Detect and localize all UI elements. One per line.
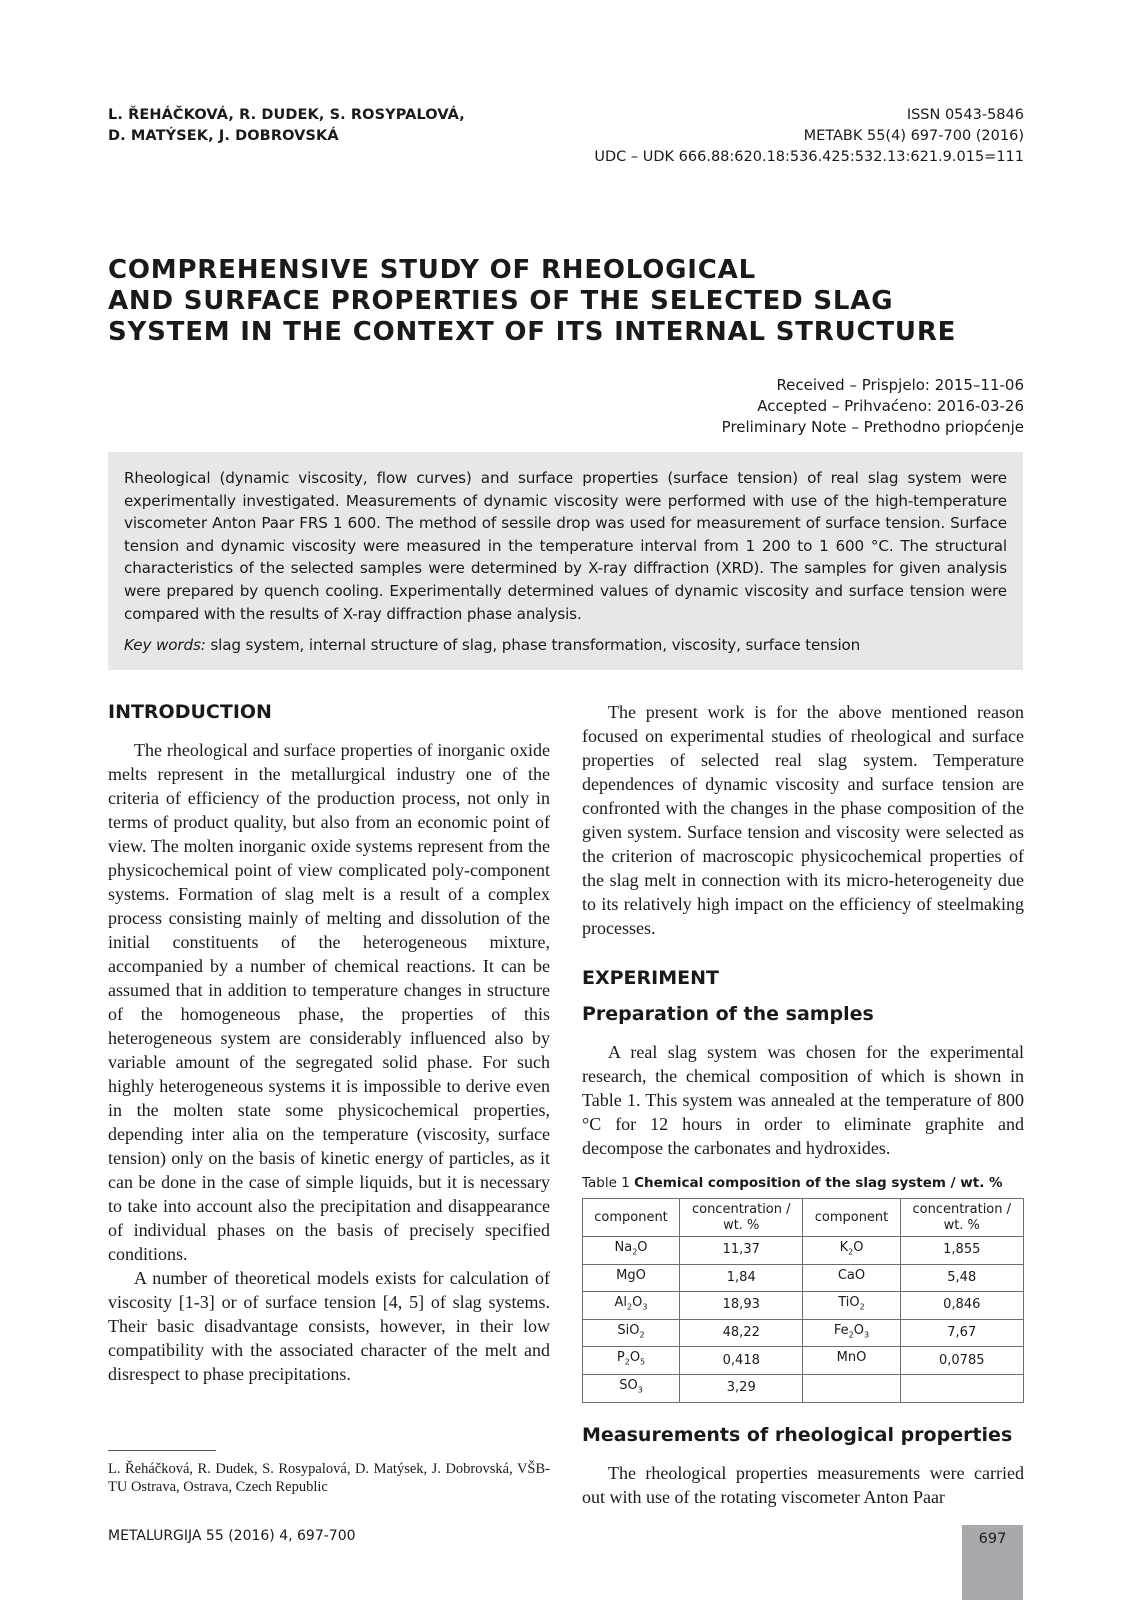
table-cell-component: CaO bbox=[803, 1264, 900, 1292]
footnote-divider bbox=[108, 1450, 216, 1451]
table-cell-value: 48,22 bbox=[680, 1319, 803, 1347]
author-affiliation: L. Řeháčková, R. Dudek, S. Rosypalová, D. Matýsek, J. Dobrovská, VŠB-TU Ostrava, Ostrava, Czech Republic bbox=[108, 1461, 550, 1495]
preparation-paragraph: A real slag system was chosen for the experimental research, the chemical composition of which is shown in Table 1. This system was annealed at the temperature of 800 °C for 12 hours in order to eliminate graphite and decompose the carbonates and hydroxides. bbox=[582, 1042, 1024, 1158]
table-row bbox=[583, 1264, 1024, 1292]
journal-identifiers bbox=[594, 105, 1024, 168]
table-row bbox=[583, 1237, 1024, 1265]
keywords bbox=[124, 634, 1007, 657]
keywords-label: Key words: bbox=[124, 636, 206, 655]
received-date: Received – Prispjelo: 2015–11-06 bbox=[776, 376, 1024, 394]
table-row bbox=[583, 1319, 1024, 1347]
table-cell-value: 0,0785 bbox=[900, 1347, 1024, 1375]
submission-dates bbox=[722, 375, 1024, 438]
table-row bbox=[583, 1347, 1024, 1375]
table-cell-component: $K_2O$ bbox=[803, 1237, 900, 1265]
page-number: 697 bbox=[978, 1531, 1007, 1547]
udc: UDC – UDK 666.88:620.18:536.425:532.13:621.9.015=111 bbox=[594, 149, 1024, 165]
table-header-row bbox=[583, 1199, 1024, 1237]
table-cell-component: TiO$_2$ bbox=[803, 1292, 900, 1320]
authors-line-1: L. ŘEHÁČKOVÁ, R. DUDEK, S. ROSYPALOVÁ, bbox=[108, 107, 465, 123]
table-row bbox=[583, 1374, 1024, 1402]
table-cell-component: $Na_2O$ bbox=[583, 1237, 680, 1265]
table-cell-value: 1,855 bbox=[900, 1237, 1024, 1265]
keywords-list: slag system, internal structure of slag, phase transformation, viscosity, surface tension bbox=[205, 636, 861, 655]
table-cell-value: 11,37 bbox=[680, 1237, 803, 1265]
experiment-heading: EXPERIMENT bbox=[582, 967, 719, 989]
journal-citation: METALURGIJA 55 (2016) 4, 697-700 bbox=[108, 1528, 356, 1544]
issn: ISSN 0543-5846 bbox=[906, 107, 1024, 123]
preparation-heading: Preparation of the samples bbox=[582, 1003, 874, 1025]
table-cell-component: SiO$_2$ bbox=[583, 1319, 680, 1347]
title-line-2: AND SURFACE PROPERTIES OF THE SELECTED SLAG bbox=[108, 286, 894, 316]
table-cell-value: 3,29 bbox=[680, 1374, 803, 1402]
authors-line-2: D. MATÝSEK, J. DOBROVSKÁ bbox=[108, 128, 339, 144]
table-cell-component: $P_2O_5$ bbox=[583, 1347, 680, 1375]
table-header-concentration: concentration / wt. % bbox=[680, 1199, 803, 1237]
abstract-text: Rheological (dynamic viscosity, flow curves) and surface properties (surface tension) of real slag system were experimentally investigated. Measurements of dynamic viscosity were performed with use of the high-temperature viscometer Anton Paar FRS 1 600. The method of sessile drop was used for measurement of surface tension. Surface tension and dynamic viscosity were measured in the temperature interval from 1 200 to 1 600 °C. The structural characteristics of the selected samples were determined by X-ray diffraction (XRD). The samples for given analysis were prepared by quench cooling. Experimentally determined values of dynamic viscosity and surface tension were compared with the results of X-ray diffraction phase analysis. bbox=[124, 469, 1007, 623]
paper-title bbox=[108, 255, 1028, 348]
table-cell-value: 18,93 bbox=[680, 1292, 803, 1320]
page-number-box bbox=[962, 1525, 1023, 1600]
table-cell-component: $Fe_2O_3$ bbox=[803, 1319, 900, 1347]
intro-paragraph-1: The rheological and surface properties of inorganic oxide melts represent in the metallurgical industry one of the criteria of efficiency of the production process, not only in terms of product quality, but also from an economic point of view. The molten inorganic oxide systems represent from the physicochemical point of view complicated poly-component systems. Formation of slag melt is a result of a complex process consisting mainly of melting and dissolution of the initial constituents of the heterogeneous mixture, accompanied by a number of chemical reactions. It can be assumed that in addition to temperature changes in structure of the homogeneous phase, the properties of this heterogeneous system are considerably influenced also by variable amount of the segregated solid phase. For such highly heterogeneous systems it is impossible to derive even in the molten state some physicochemical properties, depending inter alia on the temperature (viscosity, surface tension) only on the basis of kinetic energy of particles, as it can be done in the case of simple liquids, but it is necessary to take into account also the precipitation and disappearance of individual phases on the basis of precisely specified conditions. bbox=[108, 740, 550, 1264]
title-line-1: COMPREHENSIVE STUDY OF RHEOLOGICAL bbox=[108, 255, 756, 285]
table-cell-value: 0,418 bbox=[680, 1347, 803, 1375]
table-cell-component: MgO bbox=[583, 1264, 680, 1292]
left-column bbox=[108, 700, 550, 1386]
table-caption bbox=[582, 1174, 1024, 1192]
table-cell-component: $Al_2O_3$ bbox=[583, 1292, 680, 1320]
table-cell-component: MnO bbox=[803, 1347, 900, 1375]
author-list bbox=[108, 105, 465, 147]
table-header-component: component bbox=[583, 1199, 680, 1237]
table-caption-title: Chemical composition of the slag system / wt. % bbox=[634, 1175, 1003, 1191]
table-cell-value: 0,846 bbox=[900, 1292, 1024, 1320]
introduction-heading: INTRODUCTION bbox=[108, 701, 272, 723]
article-type: Preliminary Note – Prethodno priopćenje bbox=[721, 418, 1024, 436]
table-caption-prefix: Table 1 bbox=[582, 1175, 630, 1191]
table-cell-value: 7,67 bbox=[900, 1319, 1024, 1347]
table-header-component: component bbox=[803, 1199, 900, 1237]
table-cell-component bbox=[803, 1374, 900, 1402]
table-cell-component: $SO_3$ bbox=[583, 1374, 680, 1402]
title-line-3: SYSTEM IN THE CONTEXT OF ITS INTERNAL STRUCTURE bbox=[108, 317, 957, 347]
abstract-box bbox=[108, 452, 1023, 670]
metabk: METABK 55(4) 697-700 (2016) bbox=[803, 128, 1024, 144]
table-row bbox=[583, 1292, 1024, 1320]
table-cell-value: 1,84 bbox=[680, 1264, 803, 1292]
accepted-date: Accepted – Prihvaćeno: 2016-03-26 bbox=[757, 397, 1024, 415]
intro-paragraph-2: A number of theoretical models exists for calculation of viscosity [1-3] or of surface tension [4, 5] of slag systems. Their basic disadvantage consists, however, in their low compatibility with the associated character of the melt and disrespect to phase precipitations. bbox=[108, 1268, 550, 1384]
rheological-paragraph: The rheological properties measurements were carried out with use of the rotating viscometer Anton Paar bbox=[582, 1462, 1024, 1507]
right-column bbox=[582, 700, 1024, 1509]
table-cell-value: 5,48 bbox=[900, 1264, 1024, 1292]
intro-paragraph-3: The present work is for the above mentioned reason focused on experimental studies of rheological and surface properties of selected real slag system. Temperature dependences of dynamic viscosity and surface tension are confronted with the changes in the phase composition of the given system. Surface tension and viscosity were selected as the criterion of macroscopic physicochemical properties of the slag melt in connection with its micro-heterogeneity due to its relatively high impact on the efficiency of steelmaking processes. bbox=[582, 702, 1024, 938]
table-cell-value bbox=[900, 1374, 1024, 1402]
rheological-heading: Measurements of rheological properties bbox=[582, 1423, 1013, 1446]
composition-table bbox=[582, 1198, 1024, 1403]
table-header-concentration: concentration / wt. % bbox=[900, 1199, 1024, 1237]
